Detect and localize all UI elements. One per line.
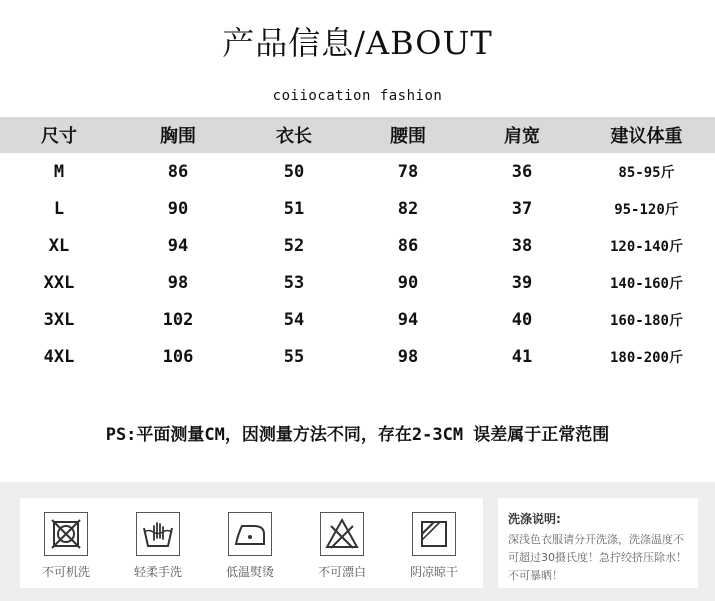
table-row bbox=[0, 301, 715, 338]
size-table-header bbox=[0, 117, 715, 153]
cell-shoulder: 41 bbox=[511, 346, 533, 367]
cell-chest: 98 bbox=[167, 272, 189, 293]
cell-length: 51 bbox=[283, 198, 305, 219]
no-bleach-icon bbox=[320, 512, 364, 556]
cell-chest: 94 bbox=[167, 235, 189, 256]
care-label: 阴凉晾干 bbox=[409, 565, 458, 579]
care-item-no-machine-wash bbox=[34, 512, 98, 580]
care-icons-panel bbox=[20, 498, 483, 588]
care-instructions bbox=[498, 498, 698, 588]
care-label: 轻柔手洗 bbox=[133, 565, 182, 579]
cell-weight: 85-95斤 bbox=[618, 164, 675, 181]
care-item-hand-wash bbox=[126, 512, 190, 580]
hand-wash-icon bbox=[136, 512, 180, 556]
header-chest: 胸围 bbox=[160, 126, 196, 147]
no-machine-wash-icon bbox=[44, 512, 88, 556]
table-row bbox=[0, 264, 715, 301]
measurement-note: PS:平面测量CM，因测量方法不同，存在2-3CM 误差属于正常范围 bbox=[105, 425, 610, 445]
cell-size: 3XL bbox=[43, 309, 75, 330]
cell-waist: 82 bbox=[397, 198, 419, 219]
cell-waist: 94 bbox=[397, 309, 419, 330]
cell-shoulder: 38 bbox=[511, 235, 533, 256]
table-row bbox=[0, 338, 715, 375]
cell-weight: 180-200斤 bbox=[609, 349, 683, 366]
cell-length: 52 bbox=[283, 235, 305, 256]
cell-weight: 120-140斤 bbox=[609, 238, 683, 255]
cell-length: 55 bbox=[283, 346, 305, 367]
header-weight: 建议体重 bbox=[610, 126, 683, 147]
cell-shoulder: 39 bbox=[511, 272, 533, 293]
size-table-body bbox=[0, 153, 715, 375]
cell-chest: 90 bbox=[167, 198, 189, 219]
cell-weight: 160-180斤 bbox=[609, 312, 683, 329]
care-label: 不可机洗 bbox=[41, 565, 90, 579]
cell-chest: 106 bbox=[162, 346, 194, 367]
cell-weight: 95-120斤 bbox=[614, 201, 679, 218]
shade-dry-icon bbox=[412, 512, 456, 556]
cell-size: M bbox=[53, 161, 65, 182]
page-title: 产品信息/ABOUT bbox=[222, 24, 493, 62]
cell-shoulder: 36 bbox=[511, 161, 533, 182]
care-instructions-text: 深浅色衣服请分开洗涤，洗涤温度不可超过30摄氏度！急拧绞挤压除水！不可暴晒！ bbox=[508, 533, 687, 582]
header-shoulder: 肩宽 bbox=[504, 126, 540, 147]
care-item-no-bleach bbox=[310, 512, 374, 580]
table-row bbox=[0, 190, 715, 227]
cell-chest: 102 bbox=[162, 309, 194, 330]
care-item-low-iron bbox=[218, 512, 282, 580]
page-subtitle: coiiocation fashion bbox=[272, 88, 443, 104]
table-row bbox=[0, 227, 715, 264]
cell-size: XL bbox=[48, 235, 70, 256]
header-waist: 腰围 bbox=[390, 126, 426, 147]
care-panel bbox=[0, 482, 715, 601]
care-label: 不可漂白 bbox=[317, 565, 366, 579]
cell-waist: 86 bbox=[397, 235, 419, 256]
care-item-shade-dry bbox=[402, 512, 466, 580]
header-length: 衣长 bbox=[276, 126, 312, 147]
cell-length: 54 bbox=[283, 309, 305, 330]
cell-waist: 90 bbox=[397, 272, 419, 293]
header-size: 尺寸 bbox=[41, 126, 77, 147]
cell-weight: 140-160斤 bbox=[609, 275, 683, 292]
cell-shoulder: 40 bbox=[511, 309, 533, 330]
cell-size: XXL bbox=[43, 272, 75, 293]
cell-waist: 78 bbox=[397, 161, 419, 182]
cell-size: L bbox=[53, 198, 65, 219]
low-iron-icon bbox=[228, 512, 272, 556]
table-row bbox=[0, 153, 715, 190]
cell-length: 50 bbox=[283, 161, 305, 182]
cell-waist: 98 bbox=[397, 346, 419, 367]
cell-size: 4XL bbox=[43, 346, 75, 367]
cell-chest: 86 bbox=[167, 161, 189, 182]
size-table bbox=[0, 117, 715, 375]
cell-shoulder: 37 bbox=[511, 198, 533, 219]
care-label: 低温熨烫 bbox=[225, 565, 274, 579]
care-instructions-title: 洗涤说明: bbox=[508, 512, 561, 526]
cell-length: 53 bbox=[283, 272, 305, 293]
